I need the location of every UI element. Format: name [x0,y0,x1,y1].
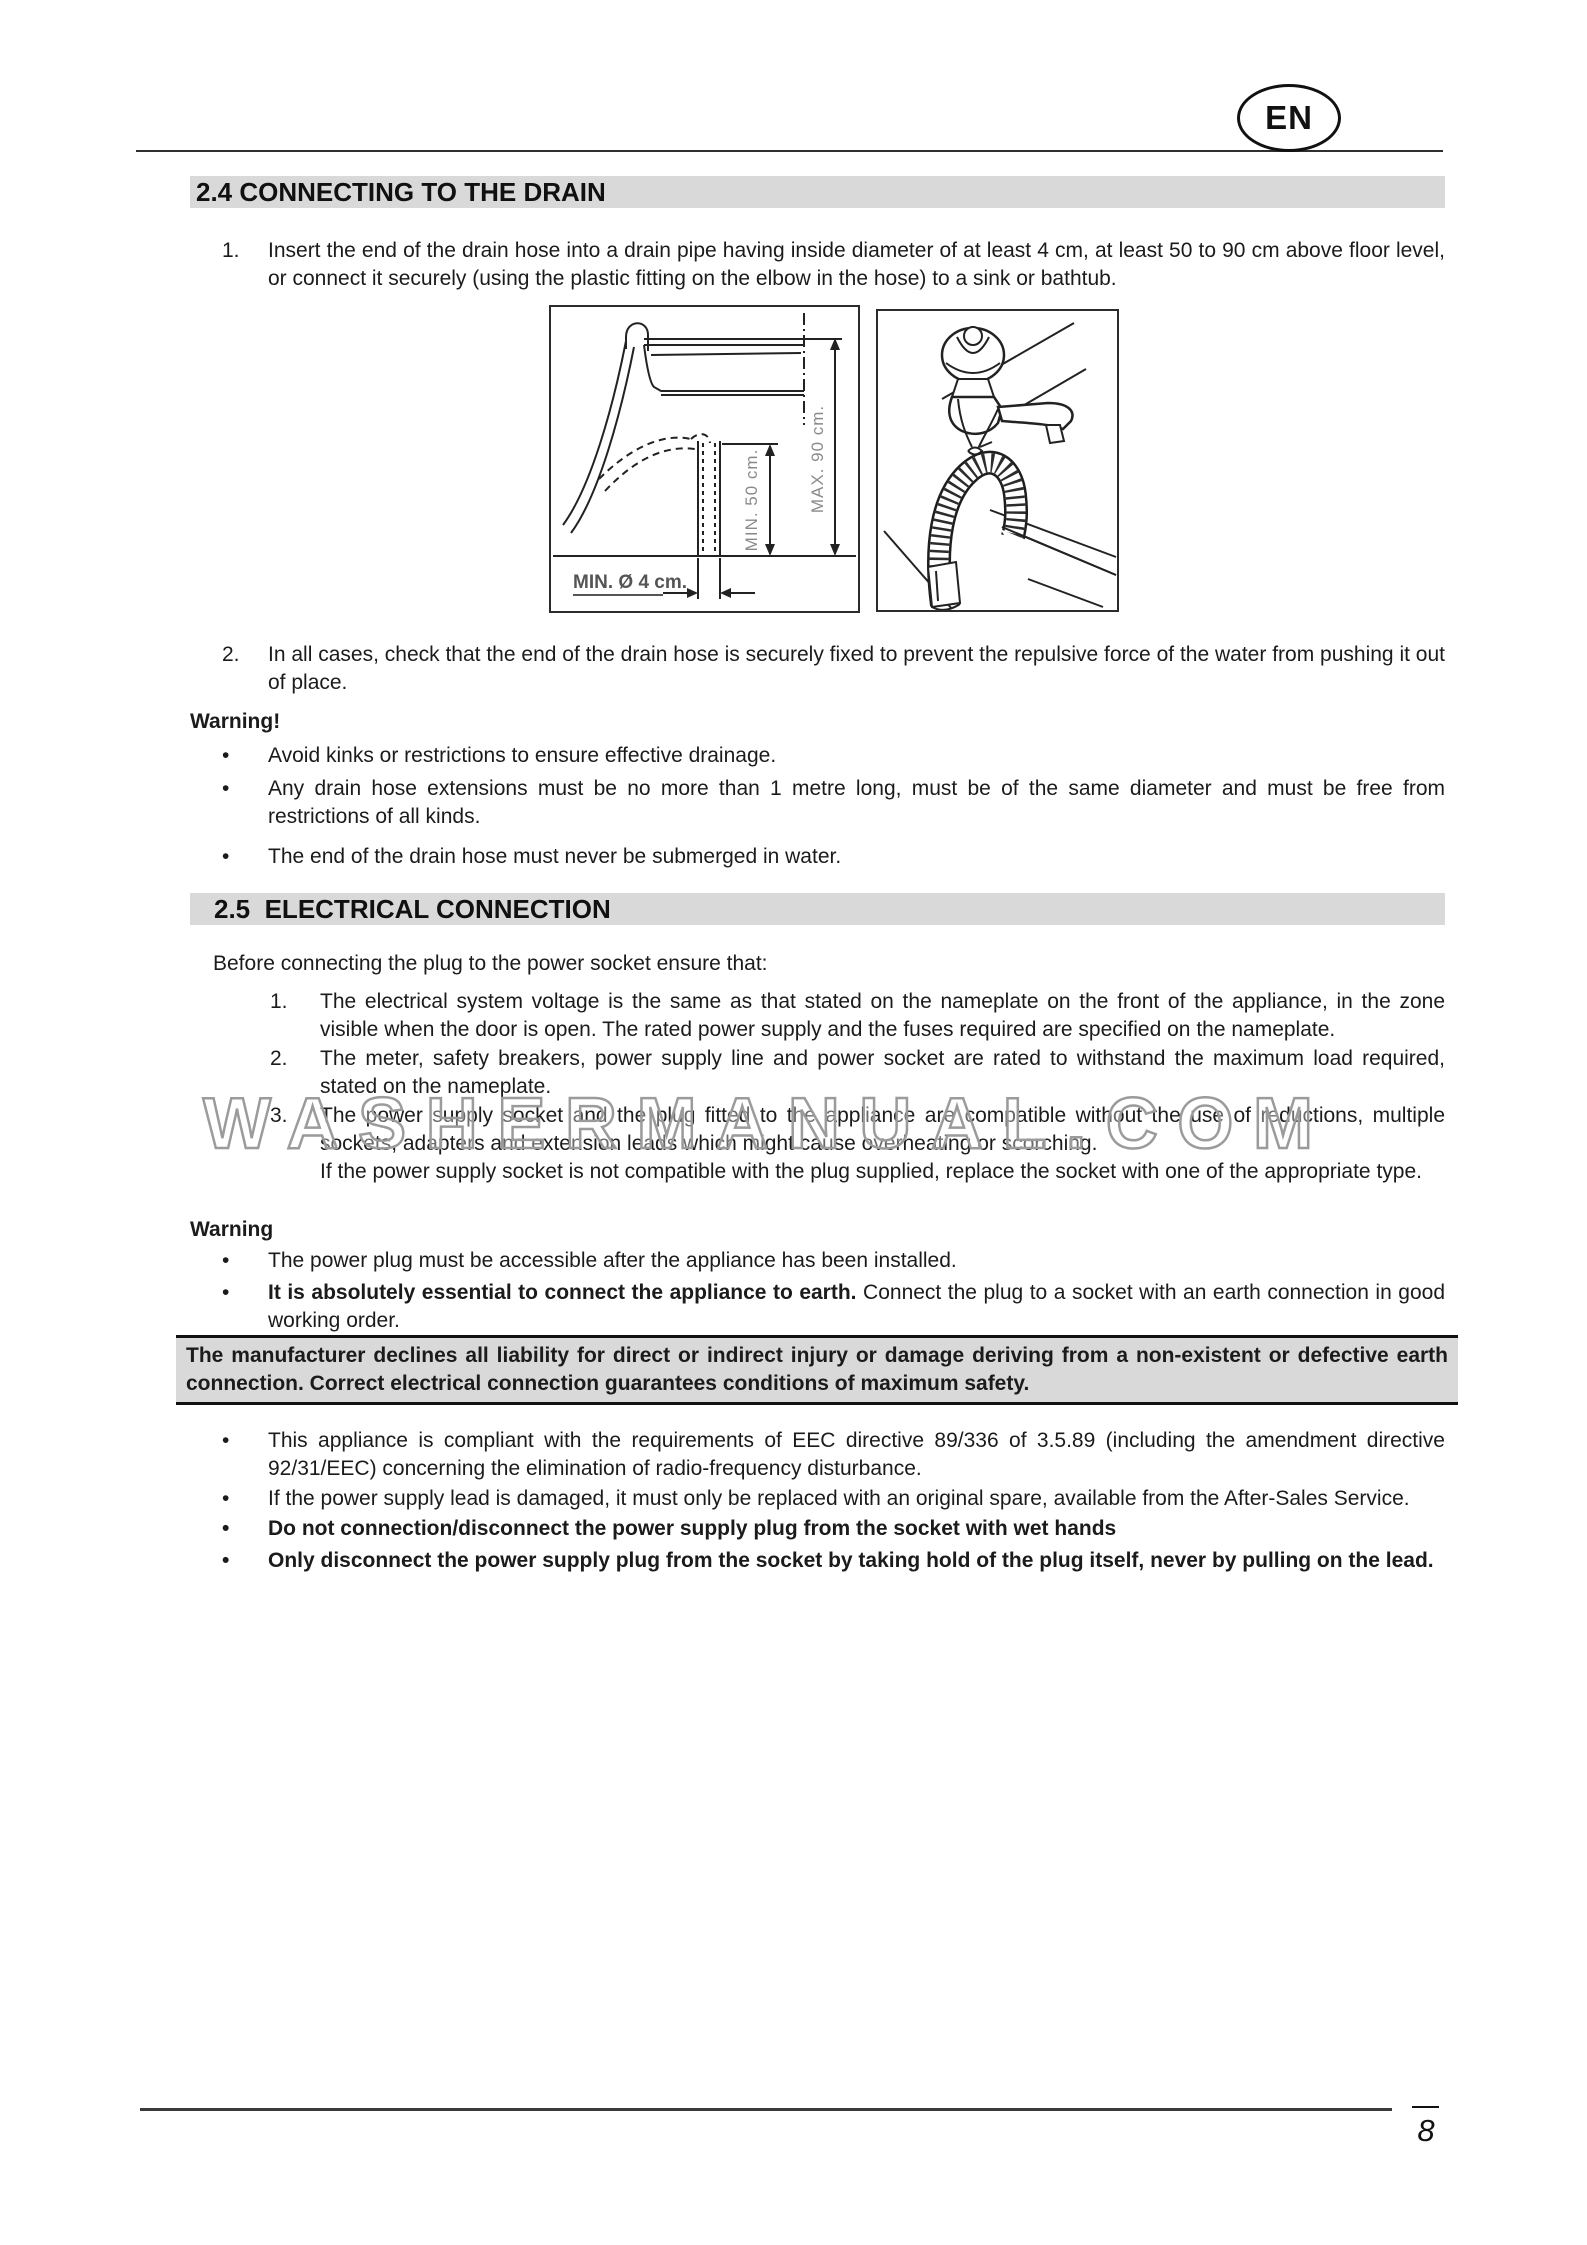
figures-row [549,305,1445,613]
watermark-text: WASHERMANUAL.COM [203,1084,1313,1164]
bullet-text: If the power supply lead is damaged, it must only be replaced with an original spare, available from the After-Sales Service. [268,1487,1410,1510]
page-content [186,176,1448,1575]
bullet-marker: • [222,1249,230,1272]
bullet-text: The power plug must be accessible after the appliance has been installed. [268,1249,957,1272]
liability-warning-box: The manufacturer declines all liability for direct or indirect injury or damage deriving from a non-existent or defective earth connection. Correct electrical connection guarantees conditions of maximum safety. [176,1335,1458,1405]
bullet-marker: • [222,1281,230,1304]
numbered-item [190,641,1445,697]
bullet-text: Only disconnect the power supply plug from the socket by taking hold of the plug itself, never by pulling on the lead. [268,1549,1434,1572]
bullet-text: Connect the plug to a socket with an earth connection in good working order. [268,1281,1446,1332]
numbered-item [190,237,1445,293]
bullet-marker: • [222,1549,230,1572]
warning-title: Warning! [190,710,281,733]
bullet-item [190,742,1445,770]
bullet-text: The end of the drain hose must never be submerged in water. [268,845,842,868]
bullet-marker: • [222,1429,230,1452]
bullet-item [190,1547,1445,1575]
numbered-item [190,1102,1445,1186]
sink-hook-figure [876,309,1119,612]
item-number: 1. [270,990,288,1013]
item-text: The power supply socket and the plug fitted to the appliance are compatible without the use of reductions, multiple sockets, adapters and extension leads which might cause overheating or scorching. [320,1104,1445,1155]
item-text-continued: If the power supply socket is not compatible with the plug supplied, replace the socket with one of the appropriate type. [320,1160,1422,1183]
bullet-text: Do not connection/disconnect the power supply plug from the socket with wet hands [268,1517,1117,1540]
page-number-rule [1412,2106,1439,2108]
item-number: 3. [270,1104,288,1127]
item-number: 2. [222,643,240,666]
bullet-text: This appliance is compliant with the requirements of EEC directive 89/336 of 3.5.89 (including the amendment directive 92/31/EEC) concerning the elimination of radio-frequency disturbance. [268,1429,1445,1480]
item-number: 2. [270,1047,288,1070]
item-text: In all cases, check that the end of the drain hose is securely fixed to prevent the repulsive force of the water from pushing it out of place. [268,643,1445,694]
figure-label-min-height: MIN. 50 cm. [742,448,761,552]
intro-paragraph: Before connecting the plug to the power socket ensure that: [213,952,768,975]
drain-standpipe-figure [549,305,860,613]
bullet-text: Any drain hose extensions must be no more than 1 metre long, must be of the same diameter and must be free from restrictions of all kinds. [268,777,1445,828]
numbered-item [190,988,1445,1044]
bullet-marker: • [222,777,230,800]
bullet-marker: • [222,1487,230,1510]
bullet-marker: • [222,1517,230,1540]
bullet-item [190,1515,1445,1543]
section-heading-electrical: 2.5 ELECTRICAL CONNECTION [190,893,1445,925]
bullet-text-bold: It is absolutely essential to connect the appliance to earth. [268,1281,857,1304]
language-badge [1237,84,1341,152]
bullet-text: Avoid kinks or restrictions to ensure effective drainage. [268,744,777,767]
item-text: The meter, safety breakers, power supply line and power socket are rated to withstand the maximum load required, stated on the nameplate. [320,1047,1445,1098]
page-number: 8 [1417,2113,1435,2148]
bullet-item [190,1485,1445,1513]
bullet-item [190,1247,1445,1275]
bullet-item [190,1427,1445,1483]
bullet-marker: • [222,744,230,767]
bullet-marker: • [222,845,230,868]
item-text: The electrical system voltage is the same as that stated on the nameplate on the front of the appliance, in the zone visible when the door is open. The rated power supply and the fuses required are specified on the nameplate. [320,990,1445,1041]
footer-rule [140,2108,1392,2111]
bullet-item [190,1279,1445,1335]
section-heading-drain: 2.4 CONNECTING TO THE DRAIN [190,176,1445,208]
figure-label-min-diameter: MIN. Ø 4 cm. [573,572,688,593]
numbered-item [190,1045,1445,1101]
language-badge-label: EN [1265,99,1313,136]
figure-label-max-height: MAX. 90 cm. [808,404,827,514]
item-text: Insert the end of the drain hose into a drain pipe having inside diameter of at least 4 cm, at least 50 to 90 cm above floor level, or connect it securely (using the plastic fitting on the elbow in the hose) to a sink or bathtub. [268,239,1445,290]
bullet-item [190,775,1445,831]
item-number: 1. [222,239,240,262]
warning-title: Warning [190,1218,274,1241]
bullet-item [190,843,1445,871]
header-rule [136,150,1443,152]
